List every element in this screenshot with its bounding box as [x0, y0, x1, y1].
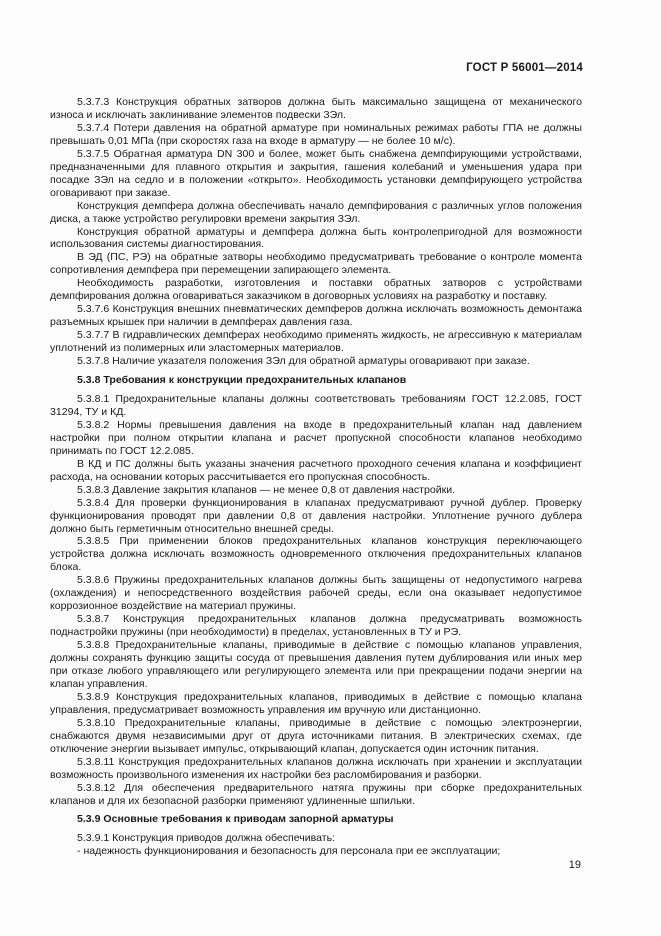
- paragraph: 5.3.8.8 Предохранительные клапаны, приводимые в действие с помощью клапанов управления, должны сохранять функцию защиты сосуда от превышения давления путем дублирования или иных мер при отказе любого управляющего или регулирующего элемента или при прекращении подачи энергии на клапан управления.: [50, 639, 582, 690]
- paragraph: Конструкция обратной арматуры и демпфера должна быть контролепригодной для возможности использования системы диагностирования.: [50, 225, 582, 251]
- paragraph: 5.3.7.8 Наличие указателя положения ЗЭл для обратной арматуры оговаривают при заказе.: [77, 355, 530, 368]
- paragraph: В ЭД (ПС, РЭ) на обратные затворы необходимо предусматривать требование о контроле момента сопротивления демпфера при перемещении запирающего элемента.: [50, 251, 582, 277]
- paragraph: 5.3.8.12 Для обеспечения предварительного натяга пружины при сборке предохранительных клапанов и для их безопасной разборки применяют удлиненные шпильки.: [50, 781, 582, 807]
- paragraph: 5.3.8.10 Предохранительные клапаны, приводимые в действие с помощью электроэнергии, снабжаются двумя независимыми друг от друга источниками питания. В электрических схемах, где отключение энергии вызывает импульс, открывающий клапан, допускается один источник питания.: [50, 716, 582, 755]
- paragraph: 5.3.8.9 Конструкция предохранительных клапанов, приводимых в действие с помощью клапана управления, предусматривает возможность управления им вручную или дистанционно.: [50, 690, 582, 716]
- paragraph: Необходимость разработки, изготовления и поставки обратных затворов с устройствами демпфирования должна оговариваться заказчиком в договорных условиях на разработку и поставку.: [50, 277, 582, 303]
- page-number: 19: [568, 859, 581, 871]
- paragraph: В КД и ПС должны быть указаны значения расчетного проходного сечения клапана и коэффициент расхода, на основании которых рассчитывается его пропускная способность.: [50, 457, 582, 483]
- paragraph: 5.3.7.7 В гидравлических демпферах необходимо применять жидкость, не агрессивную к материалам уплотнений из полимерных или эластомерных материалов.: [50, 329, 582, 355]
- paragraph: 5.3.9.1 Конструкция приводов должна обеспечивать:: [77, 832, 336, 845]
- paragraph: 5.3.8.5 При применении блоков предохранительных клапанов конструкция переключающего устройства должна исключать возможность одновременного отключения предохранительных клапанов блока.: [50, 535, 582, 574]
- paragraph: 5.3.7.3 Конструкция обратных затворов должна быть максимально защищена от механического износа и исключать заклинивание элементов подвески ЗЭл.: [50, 96, 582, 121]
- paragraph: Конструкция демпфера должна обеспечивать начало демпфирования с различных углов положения диска, а также устройство регулировки времени закрытия ЗЭл.: [50, 199, 582, 225]
- paragraph: 5.3.8.3 Давление закрытия клапанов — не менее 0,8 от давления настройки.: [77, 483, 456, 496]
- standard-header: ГОСТ Р 56001—2014: [466, 62, 583, 74]
- paragraph: 5.3.7.6 Конструкция внешних пневматических демпферов должна исключать возможность демонтажа разъемных крышек при наличии в демпферах давления газа.: [50, 303, 582, 329]
- paragraph: 5.3.8.4 Для проверки функционирования в клапанах предусматривают ручной дублер. Проверку функционирования проводят при давлении 0,8 от давления настройки. Уплотнение ручного дублера должно быть герметичным относительно внешней среды.: [50, 496, 582, 535]
- paragraph: 5.3.7.4 Потери давления на обратной арматуре при номинальных режимах работы ГПА не должны превышать 0,01 МПа (при скоростях газа на входе в арматуру — не более 10 м/с).: [50, 121, 582, 147]
- section-heading: 5.3.9 Основные требования к приводам запорной арматуры: [77, 813, 394, 826]
- paragraph: 5.3.8.6 Пружины предохранительных клапанов должны быть защищены от недопустимого нагрева (охлаждения) и непосредственного воздействия рабочей среды, если она оказывает недопустимое коррозионное воздействие на материал пружины.: [50, 574, 582, 613]
- section-heading: 5.3.8 Требования к конструкции предохранительных клапанов: [77, 374, 407, 387]
- document-body: [50, 96, 582, 858]
- paragraph: - надежность функционирования и безопасность для персонала при ее эксплуатации;: [77, 845, 501, 858]
- paragraph: 5.3.7.5 Обратная арматура DN 300 и более, может быть снабжена демпфирующими устройствами, предназначенными для плавного открытия и закрытия, гашения колебаний и уменьшения удара при посадке ЗЭл на седло и в положении «открыто». Необходимость установки демпфирующего устройства оговаривают при заказе.: [50, 147, 582, 199]
- paragraph: 5.3.8.2 Нормы превышения давления на входе в предохранительный клапан над давлением настройки при полном открытии клапана и расчет пропускной способности клапанов необходимо принимать по ГОСТ 12.2.085.: [50, 418, 582, 457]
- paragraph: 5.3.8.1 Предохранительные клапаны должны соответствовать требованиям ГОСТ 12.2.085, ГОСТ 31294, ТУ и КД.: [50, 392, 582, 418]
- paragraph: 5.3.8.11 Конструкция предохранительных клапанов должна исключать при хранении и эксплуатации возможность произвольного изменения их настройки без расломбирования и разборки.: [50, 755, 582, 781]
- paragraph: 5.3.8.7 Конструкция предохранительных клапанов должна предусматривать возможность поднастройки пружины (при необходимости) в пределах, установленных в ТУ и РЭ.: [50, 613, 582, 639]
